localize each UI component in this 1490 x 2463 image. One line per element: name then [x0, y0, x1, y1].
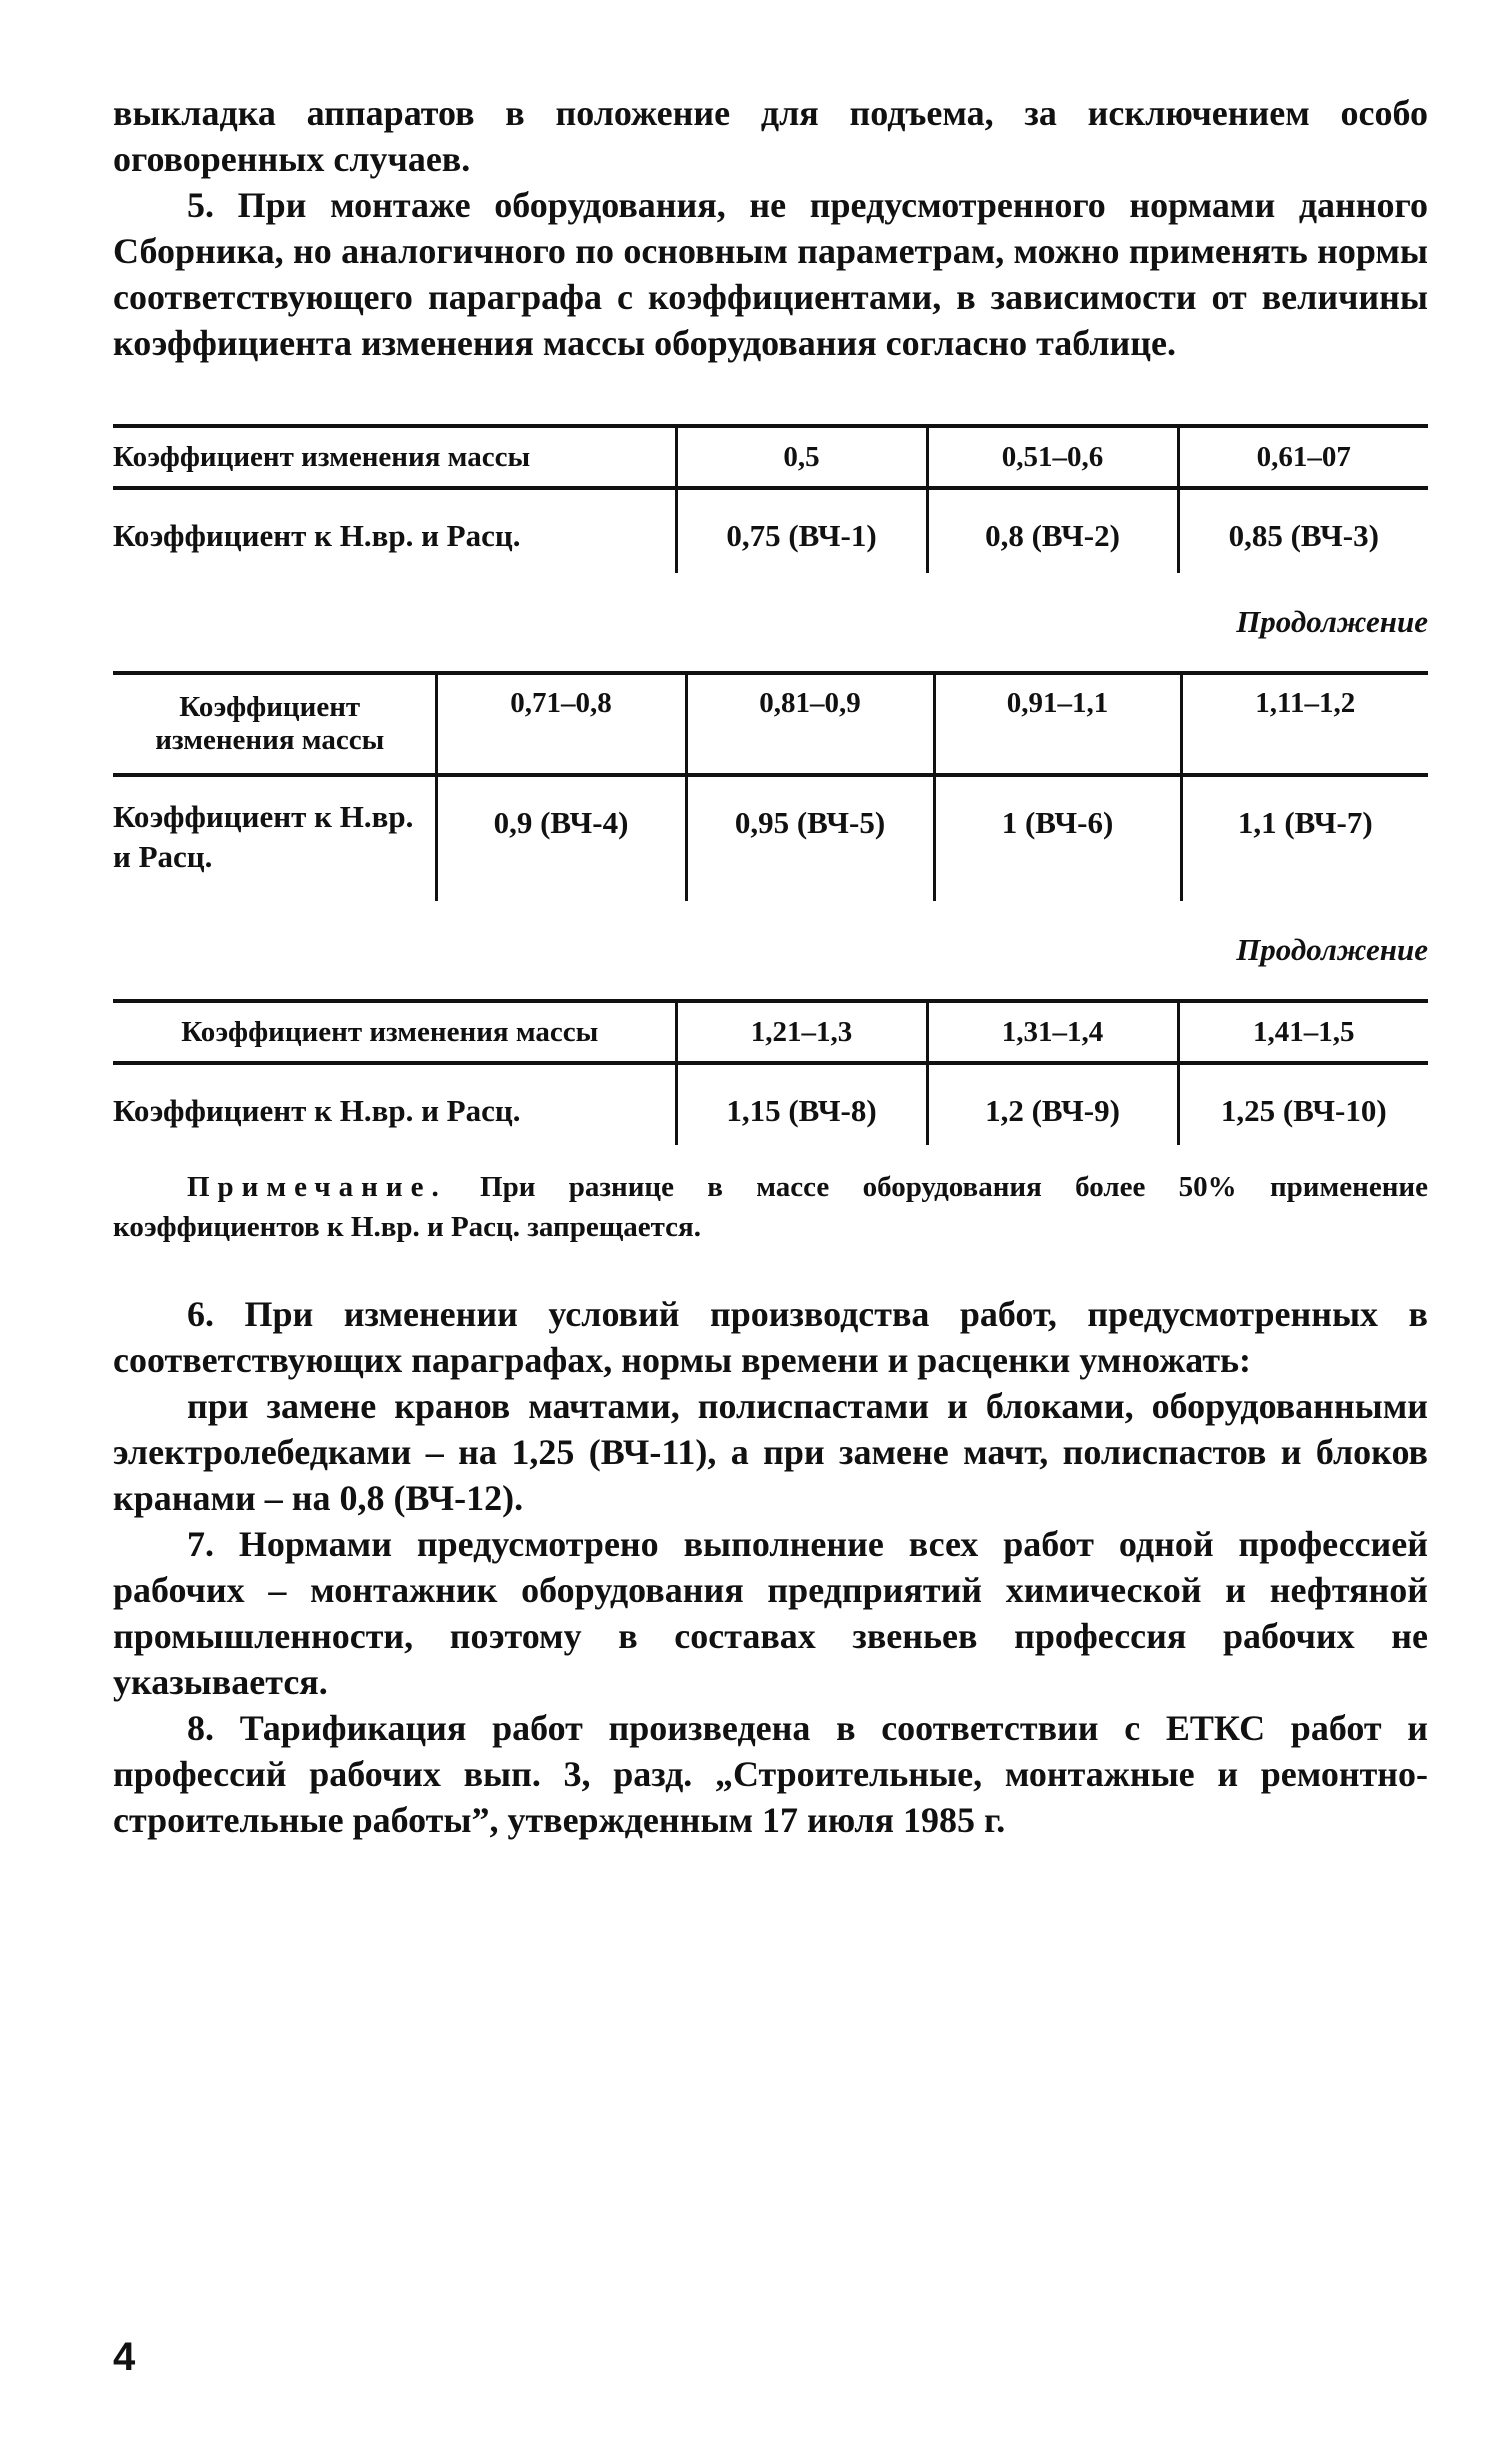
table-cell: Коэффициент к Н.вр. и Расц. — [113, 799, 414, 874]
table-cell: 0,8 (ВЧ-2) — [927, 488, 1178, 573]
table-cell: 1 (ВЧ-6) — [934, 775, 1181, 901]
table-header-row — [113, 1001, 1428, 1063]
paragraph-item-6: 6. При изменении условий производства работ, предусмотренных в соответствующих параграфах, нормы времени и расценки умножать: — [113, 1294, 1428, 1380]
table-header-cell: 0,5 — [676, 426, 927, 488]
table-row — [113, 488, 1428, 573]
table-header-cell: 0,61–07 — [1178, 426, 1428, 488]
table-header-cell: 1,41–1,5 — [1178, 1001, 1428, 1063]
note-text: При разнице в массе оборудования более 50% применение коэффициентов к Н.вр. и Расц. запрещается. — [113, 1171, 1429, 1243]
coefficient-table-3 — [113, 999, 1428, 1145]
table-row — [113, 775, 1428, 901]
page-number: 4 — [113, 2335, 136, 2379]
table-header-cell: Коэффициент изменения массы — [113, 1001, 676, 1063]
table-row — [113, 1063, 1428, 1145]
table-cell: 1,15 (ВЧ-8) — [676, 1063, 927, 1145]
paragraph-item-7: 7. Нормами предусмотрено выполнение всех работ одной профессией рабочих – монтажник оборудования предприятий химической и нефтяной промышленности, поэтому в составах звеньев профессия рабочих не указывается. — [113, 1524, 1428, 1702]
paragraph-item-8: 8. Тарификация работ произведена в соответствии с ЕТКС работ и профессий рабочих вып. 3, разд. „Строительные, монтажные и ремонтно-строительные работы”, утвержденным 17 июля 1985 г. — [113, 1708, 1428, 1840]
table-note — [113, 1167, 1428, 1247]
coefficient-table-2 — [113, 671, 1428, 901]
coefficient-table-1 — [113, 424, 1428, 573]
table-header-cell: 1,21–1,3 — [676, 1001, 927, 1063]
table-cell: 0,75 (ВЧ-1) — [676, 488, 927, 573]
continuation-label: Продолжение — [1236, 932, 1428, 967]
table-cell: 0,9 (ВЧ-4) — [436, 775, 686, 901]
table-header-cell: 0,81–0,9 — [686, 673, 934, 775]
table-header-cell: Коэффициент изменения массы — [113, 426, 676, 488]
table-cell: 1,1 (ВЧ-7) — [1181, 775, 1428, 901]
note-label: Примечание. — [187, 1171, 447, 1203]
table-header-cell: Коэффициент изменения массы — [113, 673, 436, 775]
table-cell: 1,2 (ВЧ-9) — [927, 1063, 1178, 1145]
table-cell: 1,25 (ВЧ-10) — [1178, 1063, 1428, 1145]
continuation-label: Продолжение — [1236, 604, 1428, 639]
table-cell: 0,95 (ВЧ-5) — [686, 775, 934, 901]
paragraph-item-5: 5. При монтаже оборудования, не предусмотренного нормами данного Сборника, но аналогичного по основным параметрам, можно применять нормы соответствующего параграфа с коэффициентами, в зависимости от величины коэффициента изменения массы оборудования согласно таблице. — [113, 185, 1428, 363]
table-header-row — [113, 673, 1428, 775]
document-page — [113, 90, 1428, 1843]
table-cell: 0,85 (ВЧ-3) — [1178, 488, 1428, 573]
table-cell: Коэффициент к Н.вр. и Расц. — [113, 1093, 521, 1128]
table-header-cell: 0,51–0,6 — [927, 426, 1178, 488]
table-header-cell: 1,11–1,2 — [1181, 673, 1428, 775]
table-header-cell: 0,91–1,1 — [934, 673, 1181, 775]
paragraph-continuation: выкладка аппаратов в положение для подъема, за исключением особо оговоренных случаев. — [113, 93, 1428, 179]
table-header-row — [113, 426, 1428, 488]
table-cell: Коэффициент к Н.вр. и Расц. — [113, 518, 521, 553]
paragraph-item-6-detail: при замене кранов мачтами, полиспастами и блоками, оборудованными электролебедками – на 1,25 (ВЧ-11), а при замене мачт, полиспастов и блоков кранами – на 0,8 (ВЧ-12). — [113, 1386, 1428, 1518]
table-header-cell: 0,71–0,8 — [436, 673, 686, 775]
table-header-cell: 1,31–1,4 — [927, 1001, 1178, 1063]
